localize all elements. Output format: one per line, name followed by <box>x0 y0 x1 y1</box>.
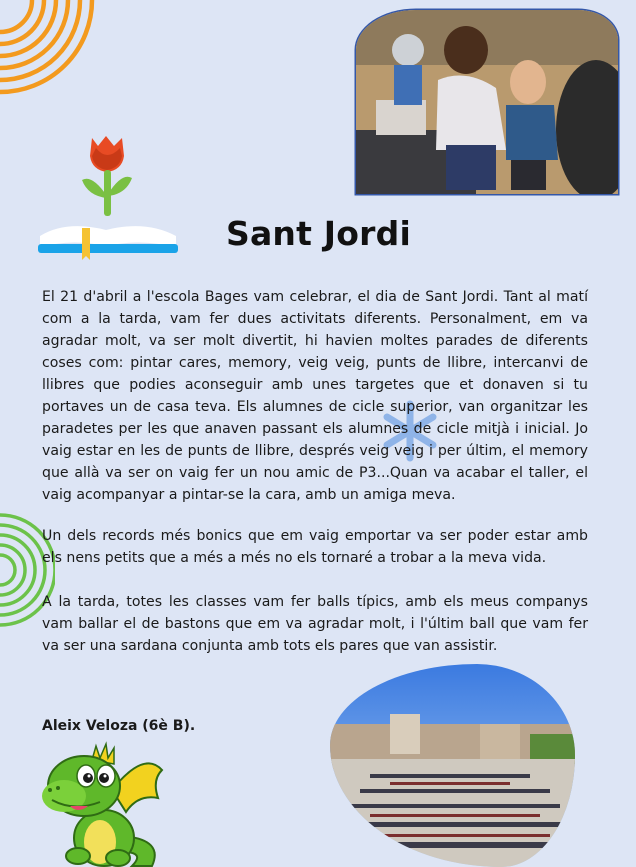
orange-concentric-arcs-icon <box>0 0 115 100</box>
article-paragraph-1: El 21 d'abril a l'escola Bages vam celebrar, el dia de Sant Jordi. Tant al matí com a la tarda, vam fer dues activitats diferents. Personalment, em va agradar molt, va ser molt divertit, hi havien moltes parades de diferents coses com: pintar cares, memory, veig veig, punts de llibre, intercanvi de llibres que podies aconseguir amb unes targetes que et donaven si tu portaves un de casa teva. Els alumnes de cicle superior, van organitzar les paradetes per les que anaven passant els alumnes de cicle mitjà i inicial. Jo vaig estar en les de punts de llibre, després veig veig i per últim, el memory que allà va ser on vaig fer un nou amic de P3...Quan va acabar el taller, el vaig acompanyar a pintar-se la cara, amb un amiga meva. <box>42 289 588 503</box>
face-painting-photo <box>356 10 618 194</box>
author-signature: Aleix Veloza (6è B). <box>42 718 196 734</box>
rose-on-book-icon <box>36 132 180 264</box>
dragon-icon <box>34 740 174 867</box>
sardana-dance-photo <box>330 664 575 867</box>
article-paragraph-2: Un dels records més bonics que em vaig emportar va ser poder estar amb els nens petits que a més a més no els tornaré a trobar a la meva vida. <box>42 528 588 566</box>
article-paragraph-3: A la tarda, totes les classes vam fer balls típics, amb els meus companys vam ballar el de bastons que em va agradar molt, i l'últim ball que vam fer va ser una sardana conjunta amb tots els pares que van assistir. <box>42 594 588 654</box>
page-title: Sant Jordi <box>226 214 411 253</box>
